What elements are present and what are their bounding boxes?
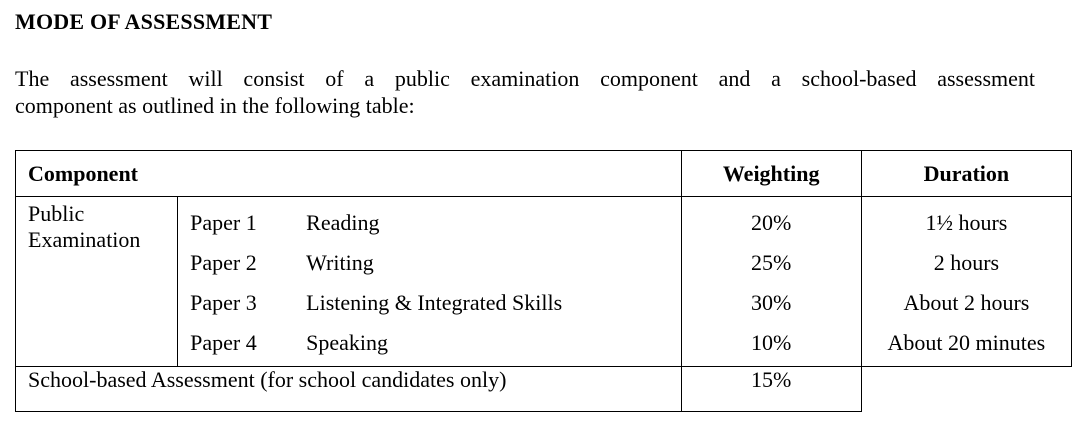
duration-value: About 20 minutes <box>887 330 1046 355</box>
sba-duration-empty <box>861 367 1071 412</box>
intro-line-2: component as outlined in the following table: <box>15 93 415 118</box>
paper-name: Reading <box>306 210 380 235</box>
header-weighting: Weighting <box>681 151 861 197</box>
table-row <box>178 323 680 363</box>
sba-row <box>16 367 1072 412</box>
header-component: Component <box>16 151 682 197</box>
page-heading: MODE OF ASSESSMENT <box>15 9 273 34</box>
public-exam-label <box>16 197 178 367</box>
intro-paragraph <box>15 65 1035 119</box>
paper-number: Paper 4 <box>190 330 257 355</box>
public-exam-label-line1: Public <box>28 201 85 226</box>
weighting-value: 25% <box>751 250 792 275</box>
weighting-value: 10% <box>751 330 792 355</box>
duration-value: 2 hours <box>933 250 1000 275</box>
table-row <box>178 283 680 323</box>
sba-label: School-based Assessment (for school candidates only) <box>16 367 682 412</box>
papers-cell <box>178 197 681 367</box>
paper-name: Listening & Integrated Skills <box>306 290 563 315</box>
duration-value: About 2 hours <box>903 290 1030 315</box>
duration-value: 1½ hours <box>925 210 1008 235</box>
weighting-value: 30% <box>751 290 792 315</box>
table-row <box>178 203 680 243</box>
weighting-cell <box>681 197 861 367</box>
sba-weighting: 15% <box>681 367 861 412</box>
public-exam-row <box>16 197 1072 367</box>
public-exam-label-line2: Examination <box>28 227 141 252</box>
table-row <box>178 243 680 283</box>
assessment-table <box>15 150 1072 412</box>
paper-name: Speaking <box>306 330 389 355</box>
table-header-row <box>16 151 1072 197</box>
intro-line-1: The assessment will consist of a public examination component and a school-based assessment <box>15 66 1035 91</box>
duration-cell <box>861 197 1071 367</box>
header-duration: Duration <box>861 151 1071 197</box>
weighting-value: 20% <box>751 210 792 235</box>
paper-number: Paper 3 <box>190 290 257 315</box>
paper-number: Paper 2 <box>190 250 257 275</box>
paper-name: Writing <box>306 250 374 275</box>
paper-number: Paper 1 <box>190 210 257 235</box>
